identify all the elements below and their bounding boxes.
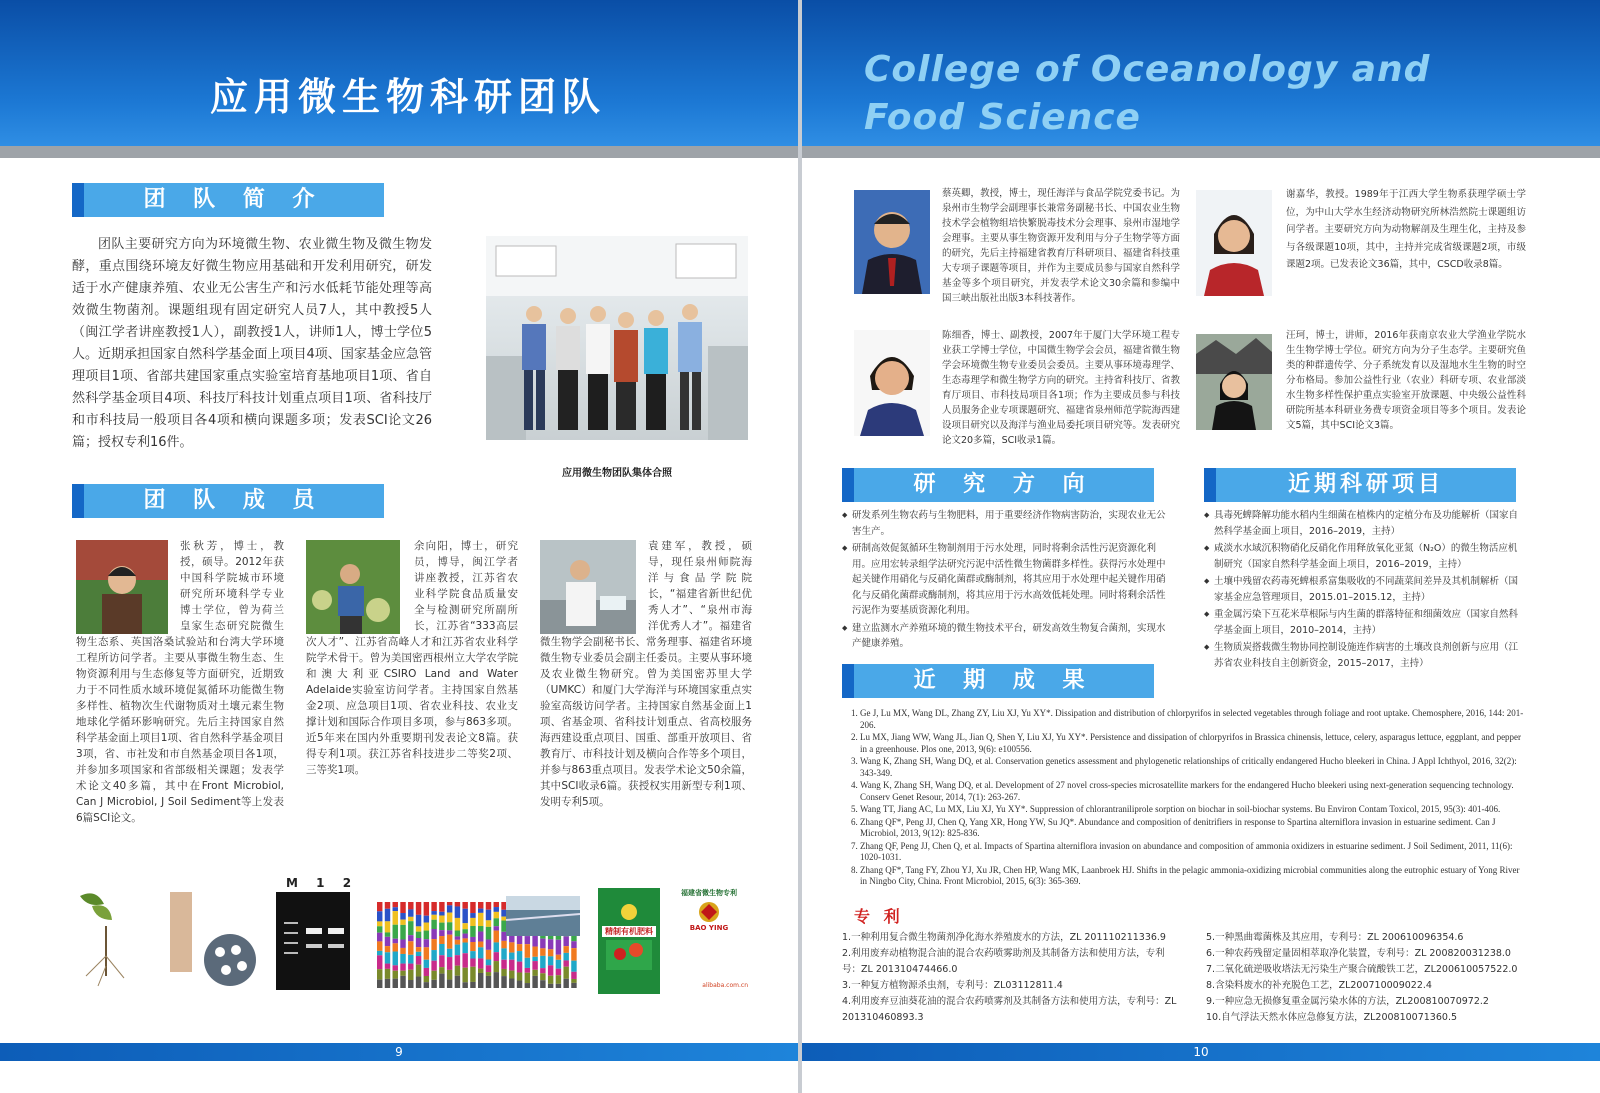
community-bar-segment [462,902,467,909]
community-bar-segment [571,983,576,988]
plant-root-drawing [70,886,260,990]
aquaculture-photo [506,896,580,936]
community-bar-segment [408,964,413,970]
community-bar-segment [385,964,390,969]
community-bar-segment [408,941,413,955]
community-bar-segment [556,960,561,969]
reference-item: 5. Wang TT, Jiang AC, Lu MX, Liu XJ, Yu XY*. Suppression of chlorantraniliprole sorption on biochar in soil-biochar systems. Bu Environ Contam Toxicol, 2015, 95(3): 401-406. [860,804,1528,816]
community-bar-segment [470,902,475,913]
patent-item: 4.利用废弃豆油葵花油的混合农药喷雾剂及其制备方法和使用方法，专利号：ZL 201310460893.3 [842,996,1177,1023]
community-bar-segment [556,955,561,960]
community-bar-segment [486,950,491,960]
reference-item: 2. Lu MX, Jiang WW, Wang JL, Jian Q, Shen Y, Liu XJ, Yu XY*. Persistence and dissipation of chlorpyrifos in Brassica chinensis, lettuce, celery, asparagus lettuce, eggplant, and pepper in a greenhouse. Plos one, 2013, 9(6): e100556. [860,732,1528,755]
community-bar-segment [416,926,421,931]
flyer-emblem-icon [668,886,750,994]
community-bar-segment [431,980,436,988]
community-bar-segment [494,942,499,952]
community-bar-segment [385,909,390,922]
community-bar-segment [393,939,398,944]
community-bar-segment [408,935,413,941]
community-bar-segment [548,949,553,956]
community-bar-segment [486,902,491,910]
community-bar-segment [470,913,475,918]
community-bar-segment [408,955,413,964]
profile-text-cai: 蔡英卿，教授，博士，现任海洋与食品学院党委书记。为泉州市生物学会副理事长兼常务副秘书长、中国农业生物技术学会植物组培快繁脱毒技术分会理事、泉州市湿地学会理事。主要从事生物资源开发利用与分子生物学等方面的研究，先后主持福建省教育厅科研项目、福建省科技重大专项子课题等项目，并作为主要成员参与国家自然科学基金等多个项目研究，并发表学术论文30余篇和参编中国三峡出版社出版3本科技著作。 [942,188,1180,304]
community-bar-segment [462,943,467,954]
community-bar-segment [439,944,444,955]
community-bar-segment [478,913,483,926]
community-bar-segment [393,979,398,988]
community-bar-segment [393,902,398,907]
community-bar-segment [509,978,514,988]
community-bar-segment [424,902,429,916]
community-bar-segment [455,966,460,976]
fertilizer-poster: 精制有机肥料 [598,888,660,994]
community-bar-segment [431,915,436,920]
community-bar-segment [556,940,561,955]
community-bar-segment [517,962,522,973]
patent-item: 8.含染料废水的补充脱色工艺，ZL200710009022.4 [1206,980,1432,991]
community-bar-segment [439,923,444,931]
community-bar-segment [494,926,499,930]
community-bar-segment [563,979,568,988]
community-bar-segment [540,948,545,956]
community-bar-segment [478,942,483,948]
research-list [842,508,1168,654]
patents-right-column [1206,930,1536,1026]
community-bar-segment [400,925,405,940]
community-bar-segment [400,971,405,976]
community-bar-segment [556,969,561,976]
community-bar-segment [486,976,491,988]
community-bar-segment [447,970,452,980]
community-bar-segment [400,939,405,947]
community-bar-segment [517,944,522,951]
community-bar-segment [393,911,398,925]
community-bar-segment [571,961,576,972]
community-bar-segment [447,902,452,905]
community-bar-segment [408,980,413,988]
community-bar-segment [462,953,467,967]
members-heading: 团 队 成 员 [72,484,384,518]
fertilizer-drawing [598,888,660,994]
community-bar-segment [385,937,390,946]
community-bar-segment [455,906,460,917]
community-bar-segment [478,947,483,958]
community-bar-segment [377,902,382,911]
community-bar-segment [509,971,514,979]
community-bar-segment [548,939,553,949]
community-bar-segment [447,935,452,949]
member-bio-yu: 余向阳，博士，研究员，博导，闽江学者讲座教授，江苏省农业科学院食品质量安全与检测研究所副所长，江苏省“333高层次人才”、江苏省高峰人才和江苏省农业科学院学术骨干。曾为美国密西根州立大学农学院和澳大利亚CSIRO Land and Water Adelaide实验室访问学者。主持国家自然基金2项、应急项目1项、省农业科技、农业支撑计划和国际合作项目多项，参与863多项。近5年来在国内外重要期刊发表论文8篇。获得专利1项。获江苏省科技进步二等奖2项、三等奖1项。 [306,540,518,776]
community-bar-segment [494,902,499,907]
community-bar-segment [494,907,499,912]
community-bar-segment [393,971,398,979]
community-bar-segment [478,902,483,909]
community-bar-segment [447,980,452,988]
community-bar-segment [416,965,421,977]
community-bar-segment [416,902,421,915]
community-bar-segment [563,936,568,946]
community-bar-segment [462,968,467,983]
community-bar-segment [517,972,522,980]
community-bar-segment [385,979,390,988]
profile-photo-xie-drawing [1196,190,1272,296]
community-bar-segment [400,954,405,964]
community-bar-segment [478,958,483,968]
community-bar-segment [478,932,483,942]
patent-item: 1.一种利用复合微生物菌剂净化海水养殖废水的方法，ZL 201110211336.9 [842,932,1166,943]
community-bar-segment [439,955,444,967]
community-bar-segment [571,972,576,979]
community-bar-segment [525,944,530,958]
community-bar-segment [400,976,405,988]
community-bar-segment [431,911,436,915]
community-bar-segment [525,936,530,944]
community-bar-segment [416,952,421,956]
research-item: ◆ 研发系列生物农药与生物肥料，用于重要经济作物病害防治，实现农业无公害生产。 [842,508,1168,539]
community-bar-segment [385,969,390,979]
community-bar-segment [563,953,568,961]
footer-band-right [802,1043,1600,1061]
community-bar-segment [439,930,444,936]
community-bar-segment [408,921,413,935]
group-photo-caption: 应用微生物团队集体合照 [562,468,672,479]
college-name: College of Oceanology and Food Science [864,49,1431,138]
community-bar-segment [377,951,382,955]
community-bar-segment [540,980,545,988]
community-bar-segment [400,964,405,971]
community-bar-segment [400,913,405,920]
community-bar-segment [462,923,467,929]
reference-item: 3. Wang K, Zhang SH, Wang DQ, et al. Conservation genetics assessment and phylogenetic relationships of critically endangered Hucho bleekeri in China. J Appl Ichthyol, 2016, 32(2): 343-349. [860,756,1528,779]
community-bar-segment [447,905,452,912]
community-bar-segment [478,973,483,988]
community-bar-segment [447,922,452,930]
community-bar-segment [447,913,452,923]
community-bar-segment [408,970,413,980]
community-bar-segment [501,948,506,959]
community-bar-segment [455,940,460,945]
patents-heading: 专 利 [854,907,904,926]
left-page [0,0,798,1093]
projects-heading: 近期科研项目 [1204,468,1516,502]
community-bar-segment [532,976,537,988]
research-heading: 研 究 方 向 [842,468,1154,502]
header-band-left [0,0,798,146]
community-bar-segment [439,967,444,973]
community-bar-segment [556,984,561,988]
community-bar-segment [548,956,553,965]
group-photo-drawing [486,236,748,440]
community-bar-segment [377,921,382,926]
community-bar-segment [385,902,390,909]
community-bar-segment [517,981,522,988]
community-bar-segment [416,956,421,965]
community-bar-segment [455,945,460,956]
community-bar-segment [416,938,421,947]
community-bar-segment [424,939,429,947]
community-bar-segment [447,949,452,957]
member-bio-yuan: 袁建军，教授，硕导，现任泉州师院海洋与食品学院院长，“福建省新世纪优秀人才”、“泉州市海洋优秀人才”。福建省微生物学会副秘书长、常务理事、福建省环境微生物专业委员会副主任委员。主要从事环境及农业微生物研究。曾为美国密苏里大学（UMKC）和厦门大学海洋与环境国家重点实验室高级访问学者。主持国家自然基金面上1项、省基金项、省科技计划重点、省高校服务海西建设重点项目、国重、部重开放项目、省教育厅、市科技计划及横向合作等多个项目，并参与863重点项目。发表学术论文50余篇，其中SCI收录6篇。获授权实用新型专利1项、发明专利5项。 [540,540,752,808]
community-bar-segment [470,937,475,942]
community-bar-segment [385,932,390,936]
community-bar-segment [424,923,429,931]
community-bar-segment [486,939,491,949]
community-bar-segment [540,973,545,980]
patent-flyer: 福建省微生物专利 BAO YING alibaba.com.cn [668,886,750,994]
projects-list [1204,508,1526,673]
community-bar-segment [563,967,568,979]
patent-item: 7.二氧化硫逆吸收塔法无污染生产聚合硫酸铁工艺，ZL200610057522.0 [1206,964,1518,975]
community-bar-segment [540,939,545,949]
community-bar-segment [424,916,429,923]
community-bar-segment [416,932,421,938]
community-bar-segment [486,959,491,965]
intro-text: 团队主要研究方向为环境微生物、农业微生物及微生物发酵，重点围绕环境友好微生物应用基础和开发利用研究，研发适于水产健康养殖、农业无公害生产和污水低耗节能处理等高效微生物菌剂。课题组现有固定研究人员7人，其中教授5人（闽江学者讲座教授1人），副教授1人，讲师1人，博士学位5人。近期承担国家自然科学基金面上项目4项、国家基金应急管理项目1项、省部共建国家重点实验室培育基地项目1项、省自然科学基金项目4项、科技厅科技计划重点项目1项、省科技厅和市科技局一般项目各4项和横向课题多项；发表SCI论文26篇；授权专利16件。 [72,237,432,450]
aquaculture-drawing [506,896,580,936]
community-bar-segment [470,951,475,958]
reference-item: 1. Ge J, Lu MX, Wang DL, Zhang ZY, Liu XJ, Yu XY*. Dissipation and distribution of chlorpyrifos in selected vegetables through foliage and root uptake. Chemosphere, 2016, 144: 201-206. [860,708,1528,731]
community-bar-segment [462,934,467,939]
community-bar-segment [532,947,537,957]
community-bar-segment [532,970,537,976]
community-bar-segment [462,929,467,933]
community-bar-segment [532,961,537,970]
profile-photo-wang-drawing [1196,334,1272,430]
community-bar-segment [424,960,429,968]
community-bar-segment [509,942,514,952]
reference-item: 4. Wang K, Zhang SH, Wang DQ, et al. Development of 27 novel cross-species microsatellite markers for the endangered Hucho bleekeri using next-generation sequencing technology. Conserv Genet Resour, 2014, 7(1): 263-267. [860,780,1528,803]
community-bar-segment [455,976,460,988]
community-bar-segment [478,926,483,931]
profile-photo-cai-drawing [854,190,930,294]
community-bar-segment [431,939,436,950]
community-bar-segment [455,902,460,906]
community-bar-segment [540,968,545,973]
gel-lane-labels: M 1 2 [286,876,352,890]
profile-text-wang: 汪珂，博士，讲师，2016年获南京农业大学渔业学院水生生物学博士学位。研究方向为分子生态学。主要研究鱼类的种群遗传学、分子系统发育以及湿地水生生物的时空分布格局。参加公益性行业（农业）科研专项、农业部淡水生物多样性保护重点实验室开放课题、中央级公益性科研院所基本科研业务费专项资金项目等多个项目。发表论文5篇，其中SCI论文3篇。 [1286,330,1526,431]
community-bar-segment [470,926,475,937]
community-bar-segment [416,947,421,952]
community-bar-segment [377,969,382,979]
community-bar-segment [571,948,576,961]
community-bar-segment [525,958,530,968]
community-bar-segment [571,941,576,948]
member-bio-zhang: 张秋芳，博士，教授，硕导。2012年获中国科学院城市环境研究所环境科学专业博士学位，曾为荷兰皇家生态研究院微生物生态系、英国洛桑试验站和台湾大学环境工程所访问学者。主要从事微生物生态、生物资源利用与生态修复等方面研究，近期致力于不同性质水域环境促氮循环功能微生物多样性、植物次生代谢物质对土壤元素生物地球化学循环影响研究。先后主持国家自然科学基金面上项目1项、省自然科学基金项目3项，省、市社发和市自然基金项目各1项，并参加多项国家和省部级相关课题；发表学术论文40多篇，其中在Front Microbiol, Can J Microbiol, J Soil Sediment等上发表6篇SCI论文。 [76,540,284,824]
community-bar-segment [447,930,452,934]
community-bar-segment [470,942,475,951]
community-bar-segment [470,982,475,988]
community-bar-segment [377,955,382,969]
community-bar-segment [416,915,421,927]
community-bar-segment [393,925,398,939]
community-bar-segment [525,983,530,988]
community-bar-segment [525,968,530,973]
community-bar-segment [416,977,421,988]
community-bar-segment [431,950,436,961]
footer-band-left [0,1043,798,1061]
community-bar-segment [509,960,514,971]
gel-bands [276,892,350,990]
community-bar-segment [424,947,429,959]
community-bar-segment [501,960,506,969]
community-bar-segment [478,969,483,973]
community-bar-segment [462,938,467,942]
project-item: ◆ 土壤中残留农药毒死蜱根系富集吸收的不同蔬菜间差异及其机制解析（国家基金应急管理项目，2015.01–2015.12，主持） [1204,574,1526,605]
community-bar-segment [556,975,561,984]
community-bar-segment [439,912,444,916]
plant-root-figure [70,886,260,990]
group-photo [486,236,748,440]
profile-text-chen: 陈细香，博士、副教授，2007年于厦门大学环境工程专业获工学博士学位，中国微生物学会会员，福建省微生物学会环境微生物专业委员会委员。主要从事环境毒理学、生态毒理学和微生物学方向的研究。主持省科技厅、省教育厅项目、市科技局项目各1项；作为主要成员参与科技人员服务企业专项课题研究、福建省泉州师范学院海西建设项目研究以及海洋与渔业局委托项目研究等。发表研究论文20多篇，SCI收录1篇。 [942,330,1180,446]
community-bar-segment [525,973,530,983]
community-bar-segment [377,941,382,950]
community-bar-segment [455,936,460,939]
community-bar-segment [408,917,413,921]
profile-text-xie: 谢嘉华，教授。1989年于江西大学生物系获理学硕士学位，为中山大学水生经济动物研究所林浩然院士课题组访问学者。主要研究方向为动物解剖及生理生化，主持及参与各级课题10项，其中，主持并完成省级课题2项，市级课题2项。已发表论文36篇，其中，CSCD收录8篇。 [1286,189,1526,270]
community-bar-segment [462,982,467,988]
project-item: ◆ 重金属污染下互花米草根际与内生菌的群落特征和细菌效应（国家自然科学基金面上项目，2010–2014，主持） [1204,607,1526,638]
community-bar-segment [486,927,491,940]
community-bar-segment [439,936,444,944]
community-bar-segment [408,902,413,909]
community-bar-segment [470,967,475,982]
community-bar-segment [393,943,398,951]
profile-photo-xie [1196,190,1272,296]
patents-left-column [842,930,1182,1026]
community-bar-segment [385,952,390,963]
reference-item: 7. Zhang QF, Peng JJ, Chen Q, et al. Impacts of Spartina alterniflora invasion on abundance and composition of ammonia oxidizers in estuarine sediment. J Soil Sediment, 2011, 11(6): 1020-1031. [860,841,1528,864]
community-bar-segment [571,979,576,983]
gel-electrophoresis [276,892,350,990]
community-bar-segment [393,907,398,911]
community-bar-segment [548,976,553,984]
community-bar-segment [439,915,444,922]
community-bar-segment [455,955,460,965]
project-item: ◆ 具毒死蜱降解功能水稻内生细菌在植株内的定植分布及功能解析（国家自然科学基金面上项目，2016–2019，主持） [1204,508,1526,539]
community-bar-segment [377,933,382,942]
community-bar-segment [470,918,475,926]
community-bar-segment [424,982,429,988]
page-number-left: 9 [395,1045,403,1059]
intro-heading: 团 队 简 介 [72,183,384,217]
community-bar-segment [431,920,436,929]
profile-photo-wang [1196,334,1272,430]
community-bar-segment [377,911,382,921]
page-title: 应用微生物科研团队 [210,75,607,119]
patent-item: 3.一种复方植物源杀虫剂，专利号：ZL03112811.4 [842,980,1063,991]
patent-item: 5.一种黑曲霉菌株及其应用，专利号：ZL 200610096354.6 [1206,932,1464,943]
community-bar-segment [494,961,499,972]
community-bar-segment [486,920,491,927]
community-bar-segment [455,930,460,936]
community-bar-segment [494,918,499,926]
community-bar-segment [400,920,405,925]
community-bar-segment [377,926,382,932]
community-bar-segment [408,909,413,916]
community-bar-segment [400,948,405,954]
community-bar-segment [455,918,460,931]
project-item: ◆ 咸淡水水域沉积物硝化反硝化作用释放氧化亚氮（N₂O）的微生物活应机制研究（国家自然科学基金面上项目，2016–2019，主持） [1204,541,1526,572]
community-bar-segment [548,965,553,975]
results-heading: 近 期 成 果 [842,664,1154,698]
community-bar-segment [501,976,506,988]
patent-item: 9.一种应急无损修复重金属污染水体的方法，ZL200810070972.2 [1206,996,1489,1007]
community-bar-segment [486,965,491,972]
header-divider [0,146,798,158]
community-bar-segment [431,902,436,911]
community-bar-segment [540,956,545,968]
profile-photo-chen [854,330,930,436]
community-bar-segment [424,968,429,976]
community-bar-segment [424,976,429,982]
community-bar-segment [393,952,398,966]
project-item: ◆ 生物质炭搭载微生物协同控制设施连作病害的土壤改良剂创新与应用（江苏省农业科技自主创新资金，2015–2017，主持） [1204,640,1526,671]
references-list [842,708,1528,889]
community-bar-segment [462,909,467,923]
community-bar-segment [393,965,398,970]
community-bar-segment [548,984,553,988]
community-bar-segment [494,972,499,988]
community-bar-segment [439,974,444,988]
community-bar-segment [494,931,499,943]
community-bar-segment [494,952,499,961]
community-bar-segment [470,958,475,966]
community-bar-segment [501,941,506,949]
community-bar-segment [431,971,436,980]
community-bar-segment [478,909,483,913]
reference-item: 6. Zhang QF*, Peng JJ, Chen Q, Yang XR, Hong YW, Su JQ*. Abundance and composition of denitrifiers in response to Spartina alterniflora invasion in estuarine sediment. Can J Microbiol, 2013, 9(12): 825-836. [860,817,1528,840]
patent-item: 2.利用废弃动植物混合油的混合农药喷雾助剂及其制备方法和使用方法，专利号：ZL 201310474466.0 [842,948,1165,975]
community-bar-segment [532,957,537,961]
page-number-right: 10 [1193,1045,1209,1059]
profile-photo-cai [854,190,930,294]
community-bar-segment [486,972,491,976]
community-bar-segment [517,951,522,962]
community-bar-segment [377,980,382,988]
community-bar-segment [385,921,390,932]
profile-photo-chen-drawing [854,330,930,436]
patent-item: 10.自气浮法天然水体应急修复方法，ZL200810071360.5 [1206,1012,1458,1023]
right-page [802,0,1600,1093]
reference-item: 8. Zhang QF*, Tang FY, Zhou YJ, Xu JR, Chen HP, Wang MK, Laanbroek HJ. Shifts in the pelagic ammonia-oxidizing microbial communities along the eutrophic estuary of Yong River in Ningbo City, China. Front Microbiol, 2015, 6(3): 365-369. [860,865,1528,888]
research-item: ◆ 研制高效促氮循环生物制剂用于污水处理，同时将剩余活性污泥资源化利用。应用宏转录组学法研究污泥中活性微生物菌群多样性。获得污水处理中起关键作用硝化与反硝化菌群或酶制剂，将其应用于水处理中起关键作用硝化与反硝化菌群或酶制剂，将其应用于污水高效低耗处理。同时将剩余活性污泥作为要基质资源化利用。 [842,541,1168,619]
research-item: ◆ 建立监测水产养殖环境的微生物技术平台，研发高效生物复合菌剂，实现水产健康养殖。 [842,621,1168,652]
community-bar-segment [431,929,436,939]
community-bar-segment [385,946,390,952]
header-band-right [802,0,1600,146]
community-bar-segment [563,946,568,953]
patent-item: 6.一种农药残留定量固相萃取净化装置，专利号：ZL 200820031238.0 [1206,948,1511,959]
community-bar-segment [424,931,429,940]
community-bar-segment [439,902,444,912]
community-bar-segment [563,960,568,966]
community-bar-segment [431,961,436,971]
community-bar-segment [509,953,514,960]
community-bar-segment [494,912,499,918]
community-bar-segment [486,910,491,921]
community-bar-segment [400,902,405,913]
community-bar-segment [501,969,506,976]
header-divider-right [802,146,1600,158]
community-bar-segment [447,957,452,970]
